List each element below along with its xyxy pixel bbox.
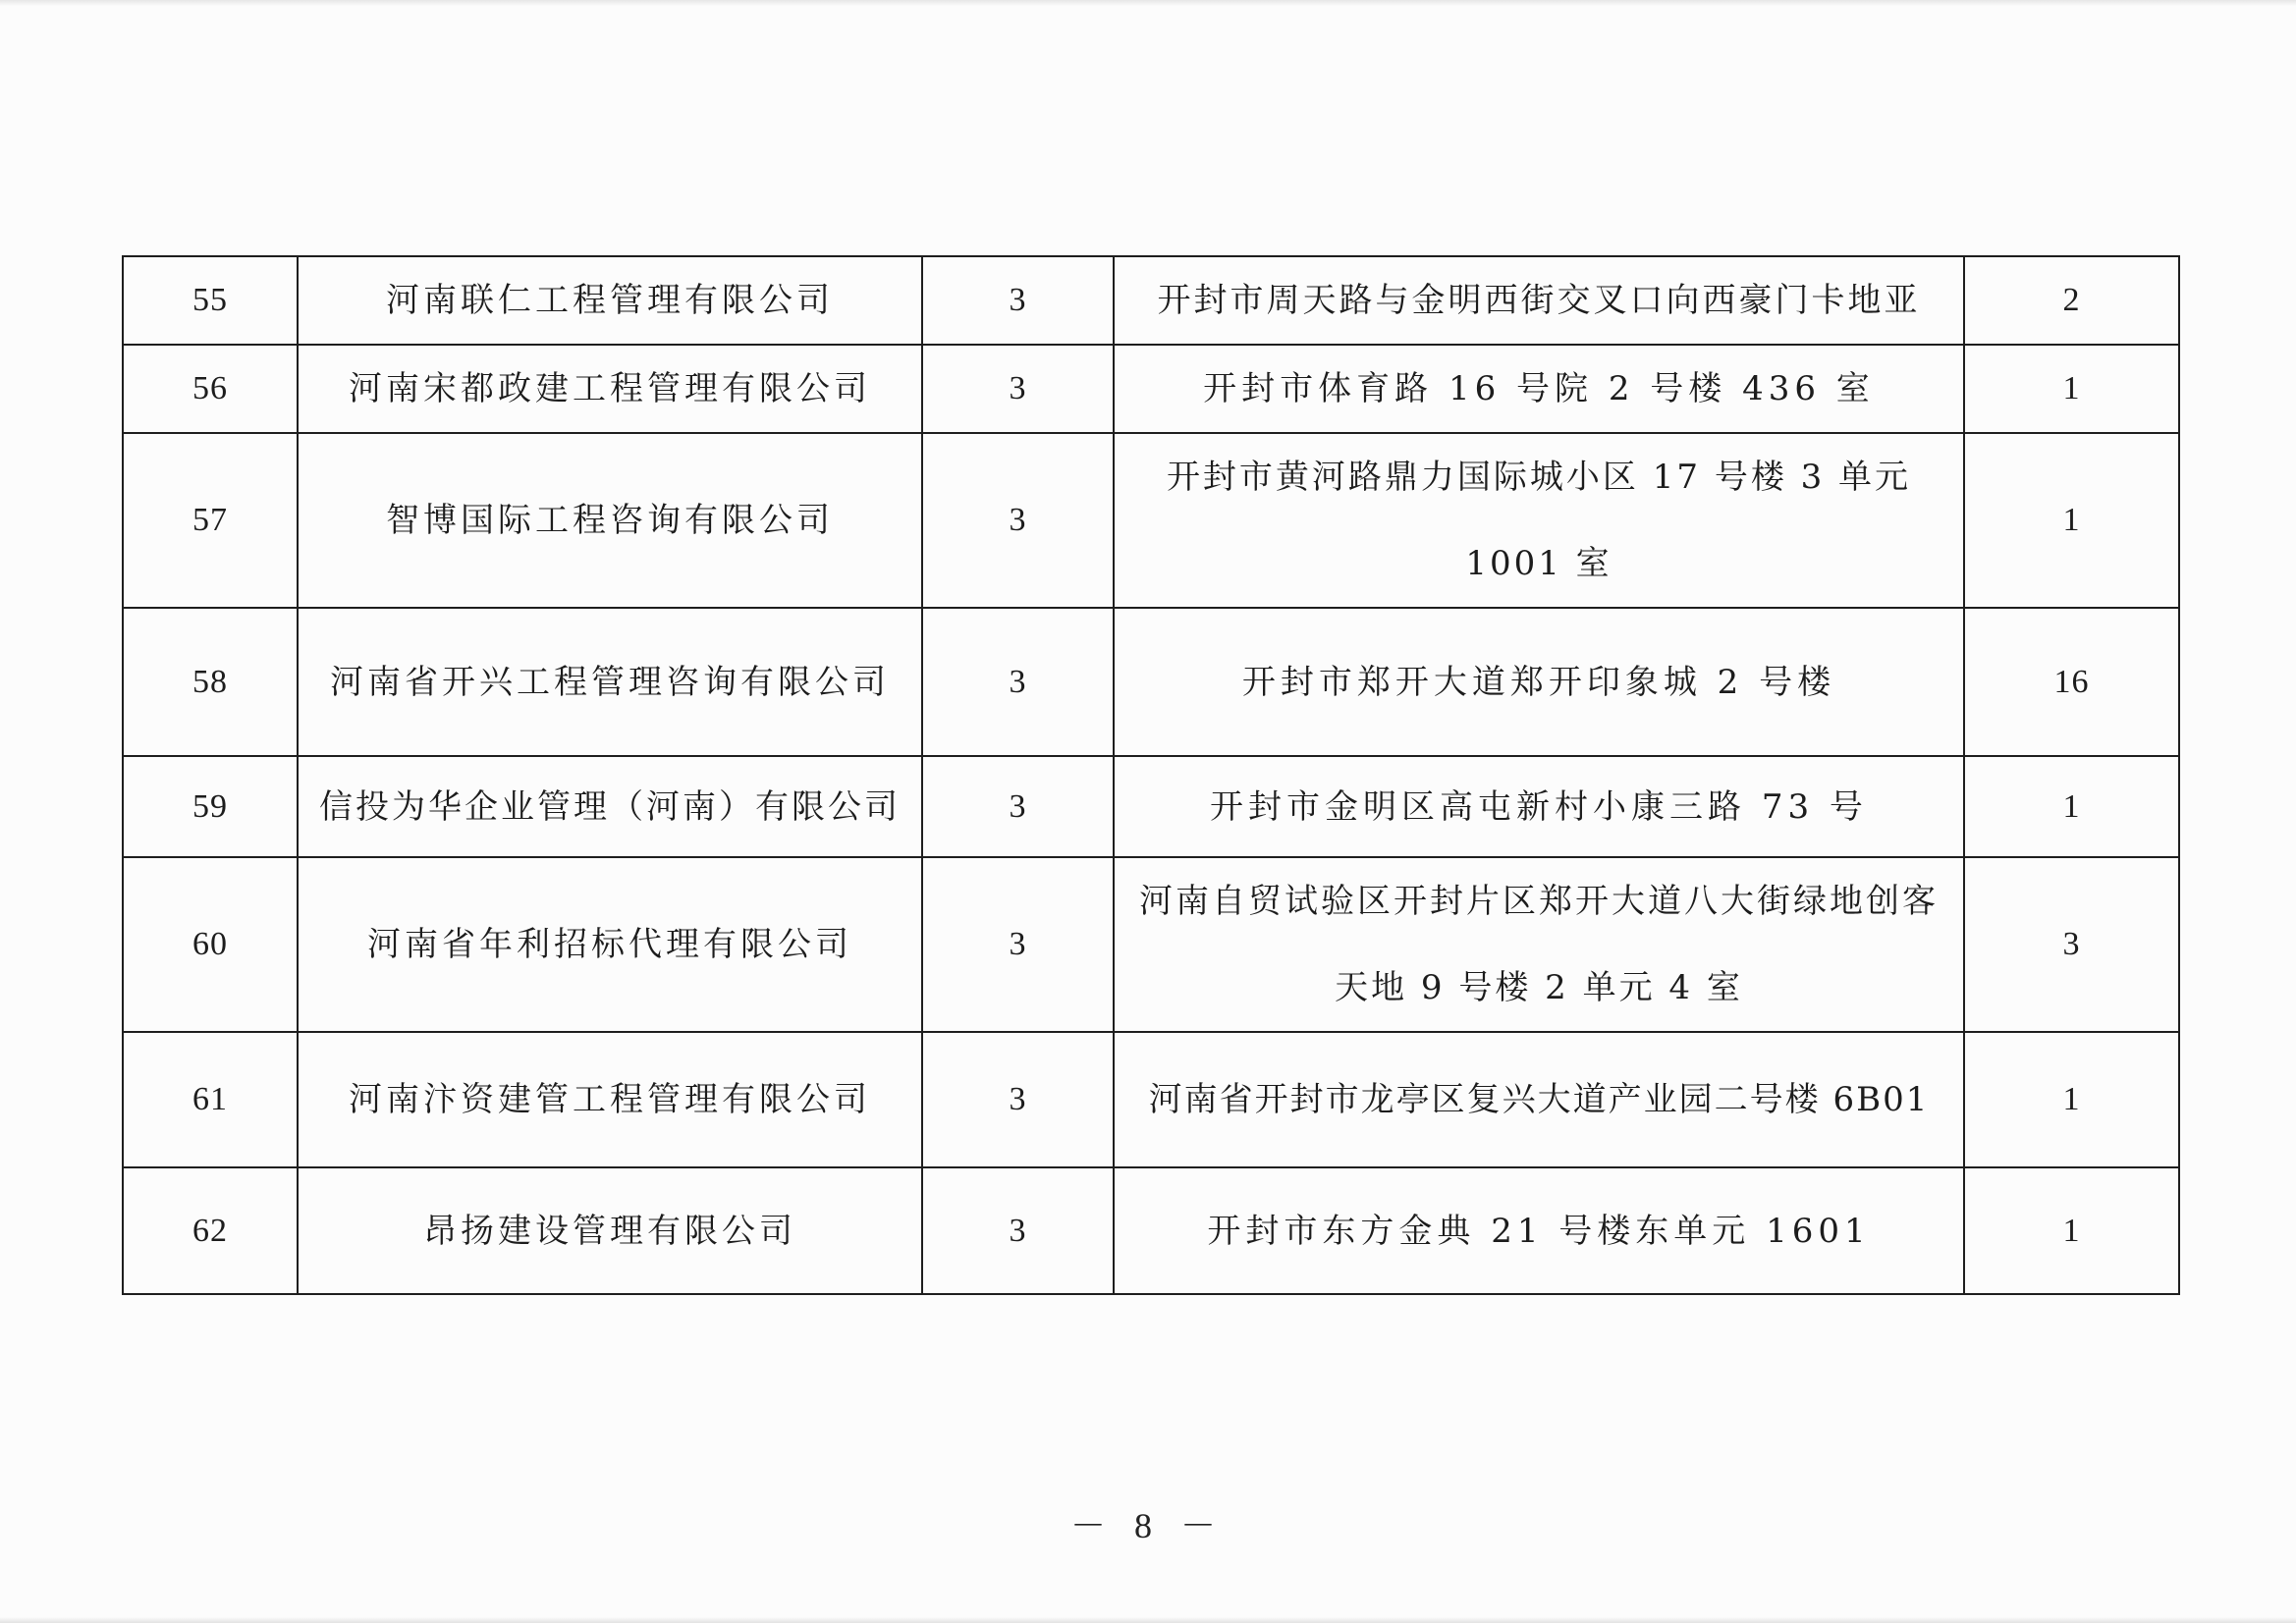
- grade-cell: 3: [922, 608, 1114, 756]
- grade-cell: 3: [922, 857, 1114, 1032]
- address-cell: 开封市东方金典 21 号楼东单元 1601: [1114, 1167, 1964, 1294]
- count-cell: 1: [1964, 1032, 2179, 1167]
- company-name-cell: 信投为华企业管理（河南）有限公司: [298, 756, 922, 857]
- grade-cell: 3: [922, 345, 1114, 433]
- address-cell: 开封市体育路 16 号院 2 号楼 436 室: [1114, 345, 1964, 433]
- count-cell: 16: [1964, 608, 2179, 756]
- address-cell: 开封市黄河路鼎力国际城小区 17 号楼 3 单元 1001 室: [1114, 433, 1964, 608]
- company-name-cell: 智博国际工程咨询有限公司: [298, 433, 922, 608]
- row-number-cell: 61: [123, 1032, 298, 1167]
- grade-cell: 3: [922, 1167, 1114, 1294]
- row-number-cell: 57: [123, 433, 298, 608]
- count-cell: 2: [1964, 256, 2179, 345]
- table-row: [123, 857, 2179, 1032]
- grade-cell: 3: [922, 433, 1114, 608]
- company-table: [122, 255, 2180, 1295]
- address-cell: 河南自贸试验区开封片区郑开大道八大街绿地创客天地 9 号楼 2 单元 4 室: [1114, 857, 1964, 1032]
- table-row: [123, 345, 2179, 433]
- company-name-cell: 河南汴资建管工程管理有限公司: [298, 1032, 922, 1167]
- table-row: [123, 433, 2179, 608]
- row-number-cell: 58: [123, 608, 298, 756]
- address-cell: 河南省开封市龙亭区复兴大道产业园二号楼 6B01: [1114, 1032, 1964, 1167]
- grade-cell: 3: [922, 1032, 1114, 1167]
- table-row: [123, 1167, 2179, 1294]
- table-row: [123, 756, 2179, 857]
- row-number-cell: 55: [123, 256, 298, 345]
- count-cell: 1: [1964, 433, 2179, 608]
- table-row: [123, 608, 2179, 756]
- page-bottom-edge: [0, 1617, 2296, 1623]
- company-name-cell: 河南联仁工程管理有限公司: [298, 256, 922, 345]
- company-name-cell: 河南省年利招标代理有限公司: [298, 857, 922, 1032]
- grade-cell: 3: [922, 256, 1114, 345]
- table-row: [123, 256, 2179, 345]
- address-cell: 开封市周天路与金明西街交叉口向西豪门卡地亚: [1114, 256, 1964, 345]
- page-number: － 8 －: [1069, 1506, 1226, 1545]
- company-name-cell: 河南宋都政建工程管理有限公司: [298, 345, 922, 433]
- row-number-cell: 62: [123, 1167, 298, 1294]
- row-number-cell: 59: [123, 756, 298, 857]
- row-number-cell: 60: [123, 857, 298, 1032]
- count-cell: 1: [1964, 1167, 2179, 1294]
- company-name-cell: 河南省开兴工程管理咨询有限公司: [298, 608, 922, 756]
- address-cell: 开封市金明区高屯新村小康三路 73 号: [1114, 756, 1964, 857]
- company-name-cell: 昂扬建设管理有限公司: [298, 1167, 922, 1294]
- count-cell: 1: [1964, 756, 2179, 857]
- count-cell: 1: [1964, 345, 2179, 433]
- grade-cell: 3: [922, 756, 1114, 857]
- table-row: [123, 1032, 2179, 1167]
- count-cell: 3: [1964, 857, 2179, 1032]
- page-top-edge: [0, 0, 2296, 6]
- row-number-cell: 56: [123, 345, 298, 433]
- address-cell: 开封市郑开大道郑开印象城 2 号楼: [1114, 608, 1964, 756]
